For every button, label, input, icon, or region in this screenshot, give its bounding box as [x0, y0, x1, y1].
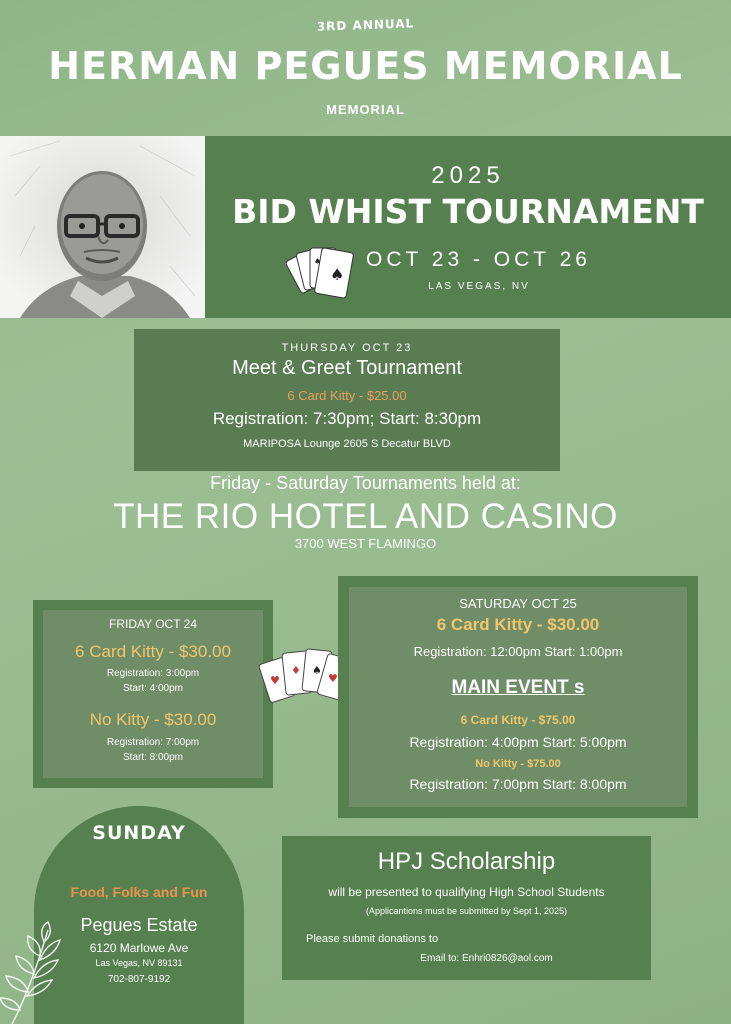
svg-text:♠: ♠: [330, 265, 345, 284]
friday-kitty-2: No Kitty - $30.00: [89, 710, 217, 729]
sunday-city: Las Vegas, NV 89131: [95, 958, 183, 968]
friday-kitty-2-registration: Registration: 7:00pm: [106, 737, 200, 748]
svg-text:♠: ♠: [314, 257, 322, 266]
friday-kitty-1: 6 Card Kitty - $30.00: [75, 642, 231, 661]
event-title: HERMAN PEGUES MEMORIAL: [48, 44, 683, 88]
tournament-year: 2025: [431, 162, 505, 189]
thursday-date: THURSDAY OCT 23: [281, 342, 413, 354]
sunday-street: 6120 Marlowe Ave: [89, 941, 189, 955]
saturday-kitty-1: 6 Card Kitty - $30.00: [436, 615, 600, 634]
saturday-kitty-2-registration: Registration: 4:00pm Start: 5:00pm: [409, 734, 627, 750]
sunday-place: Pegues Estate: [80, 915, 198, 935]
friday-kitty-1-registration: Registration: 3:00pm: [106, 668, 200, 679]
thursday-title: Meet & Greet Tournament: [232, 357, 462, 379]
saturday-date: SATURDAY OCT 25: [459, 596, 577, 611]
venue-name: THE RIO HOTEL AND CASINO: [113, 497, 618, 536]
playing-cards-icon: [286, 240, 356, 304]
friday-kitty-1-start: Start: 4:00pm: [122, 683, 184, 694]
thursday-registration: Registration: 7:30pm; Start: 8:30pm: [212, 409, 482, 428]
friday-date: FRIDAY OCT 24: [108, 617, 198, 631]
svg-text:♥: ♥: [328, 672, 338, 685]
scholarship-deadline: (Applicantions must be submitted by Sept 1, 2025): [365, 906, 568, 916]
tournament-dates: OCT 23 - OCT 26: [366, 248, 591, 271]
friday-kitty-2-start: Start: 8:00pm: [122, 752, 184, 763]
saturday-kitty-1-registration: Registration: 12:00pm Start: 1:00pm: [413, 644, 623, 659]
scholarship-description: will be presented to qualifying High School Students: [328, 885, 605, 899]
venue-address: 3700 WEST FLAMINGO: [294, 536, 437, 551]
tournament-location: LAS VEGAS, NV: [428, 281, 530, 292]
svg-text:♦: ♦: [291, 664, 301, 677]
portrait-sketch: [0, 136, 205, 318]
svg-text:♥: ♥: [270, 674, 280, 687]
event-subtitle: MEMORIAL: [326, 102, 405, 117]
sunday-phone: 702-807-9192: [107, 974, 171, 985]
thursday-kitty: 6 Card Kitty - $25.00: [287, 388, 407, 403]
sunday-title: SUNDAY: [92, 822, 186, 844]
saturday-kitty-2: 6 Card Kitty - $75.00: [460, 713, 576, 727]
svg-text:♠: ♠: [312, 664, 322, 677]
tournament-title: BID WHIST TOURNAMENT: [232, 192, 704, 231]
saturday-kitty-3-registration: Registration: 7:00pm Start: 8:00pm: [409, 776, 627, 792]
sunday-tagline: Food, Folks and Fun: [70, 884, 208, 900]
event-kicker: 3RD ANNUAL: [316, 16, 415, 34]
leaf-branch-icon: [0, 920, 80, 1024]
venue-intro: Friday - Saturday Tournaments held at:: [210, 473, 521, 493]
scholarship-donations: Please submit donations to: [306, 933, 439, 945]
scholarship-title: HPJ Scholarship: [377, 848, 556, 875]
thursday-venue: MARIPOSA Lounge 2605 S Decatur BLVD: [243, 438, 451, 450]
scholarship-email[interactable]: Email to: Enhri0826@aol.com: [420, 953, 553, 964]
saturday-kitty-3: No Kitty - $75.00: [475, 758, 561, 770]
saturday-main-event: MAIN EVENT s: [451, 677, 585, 698]
